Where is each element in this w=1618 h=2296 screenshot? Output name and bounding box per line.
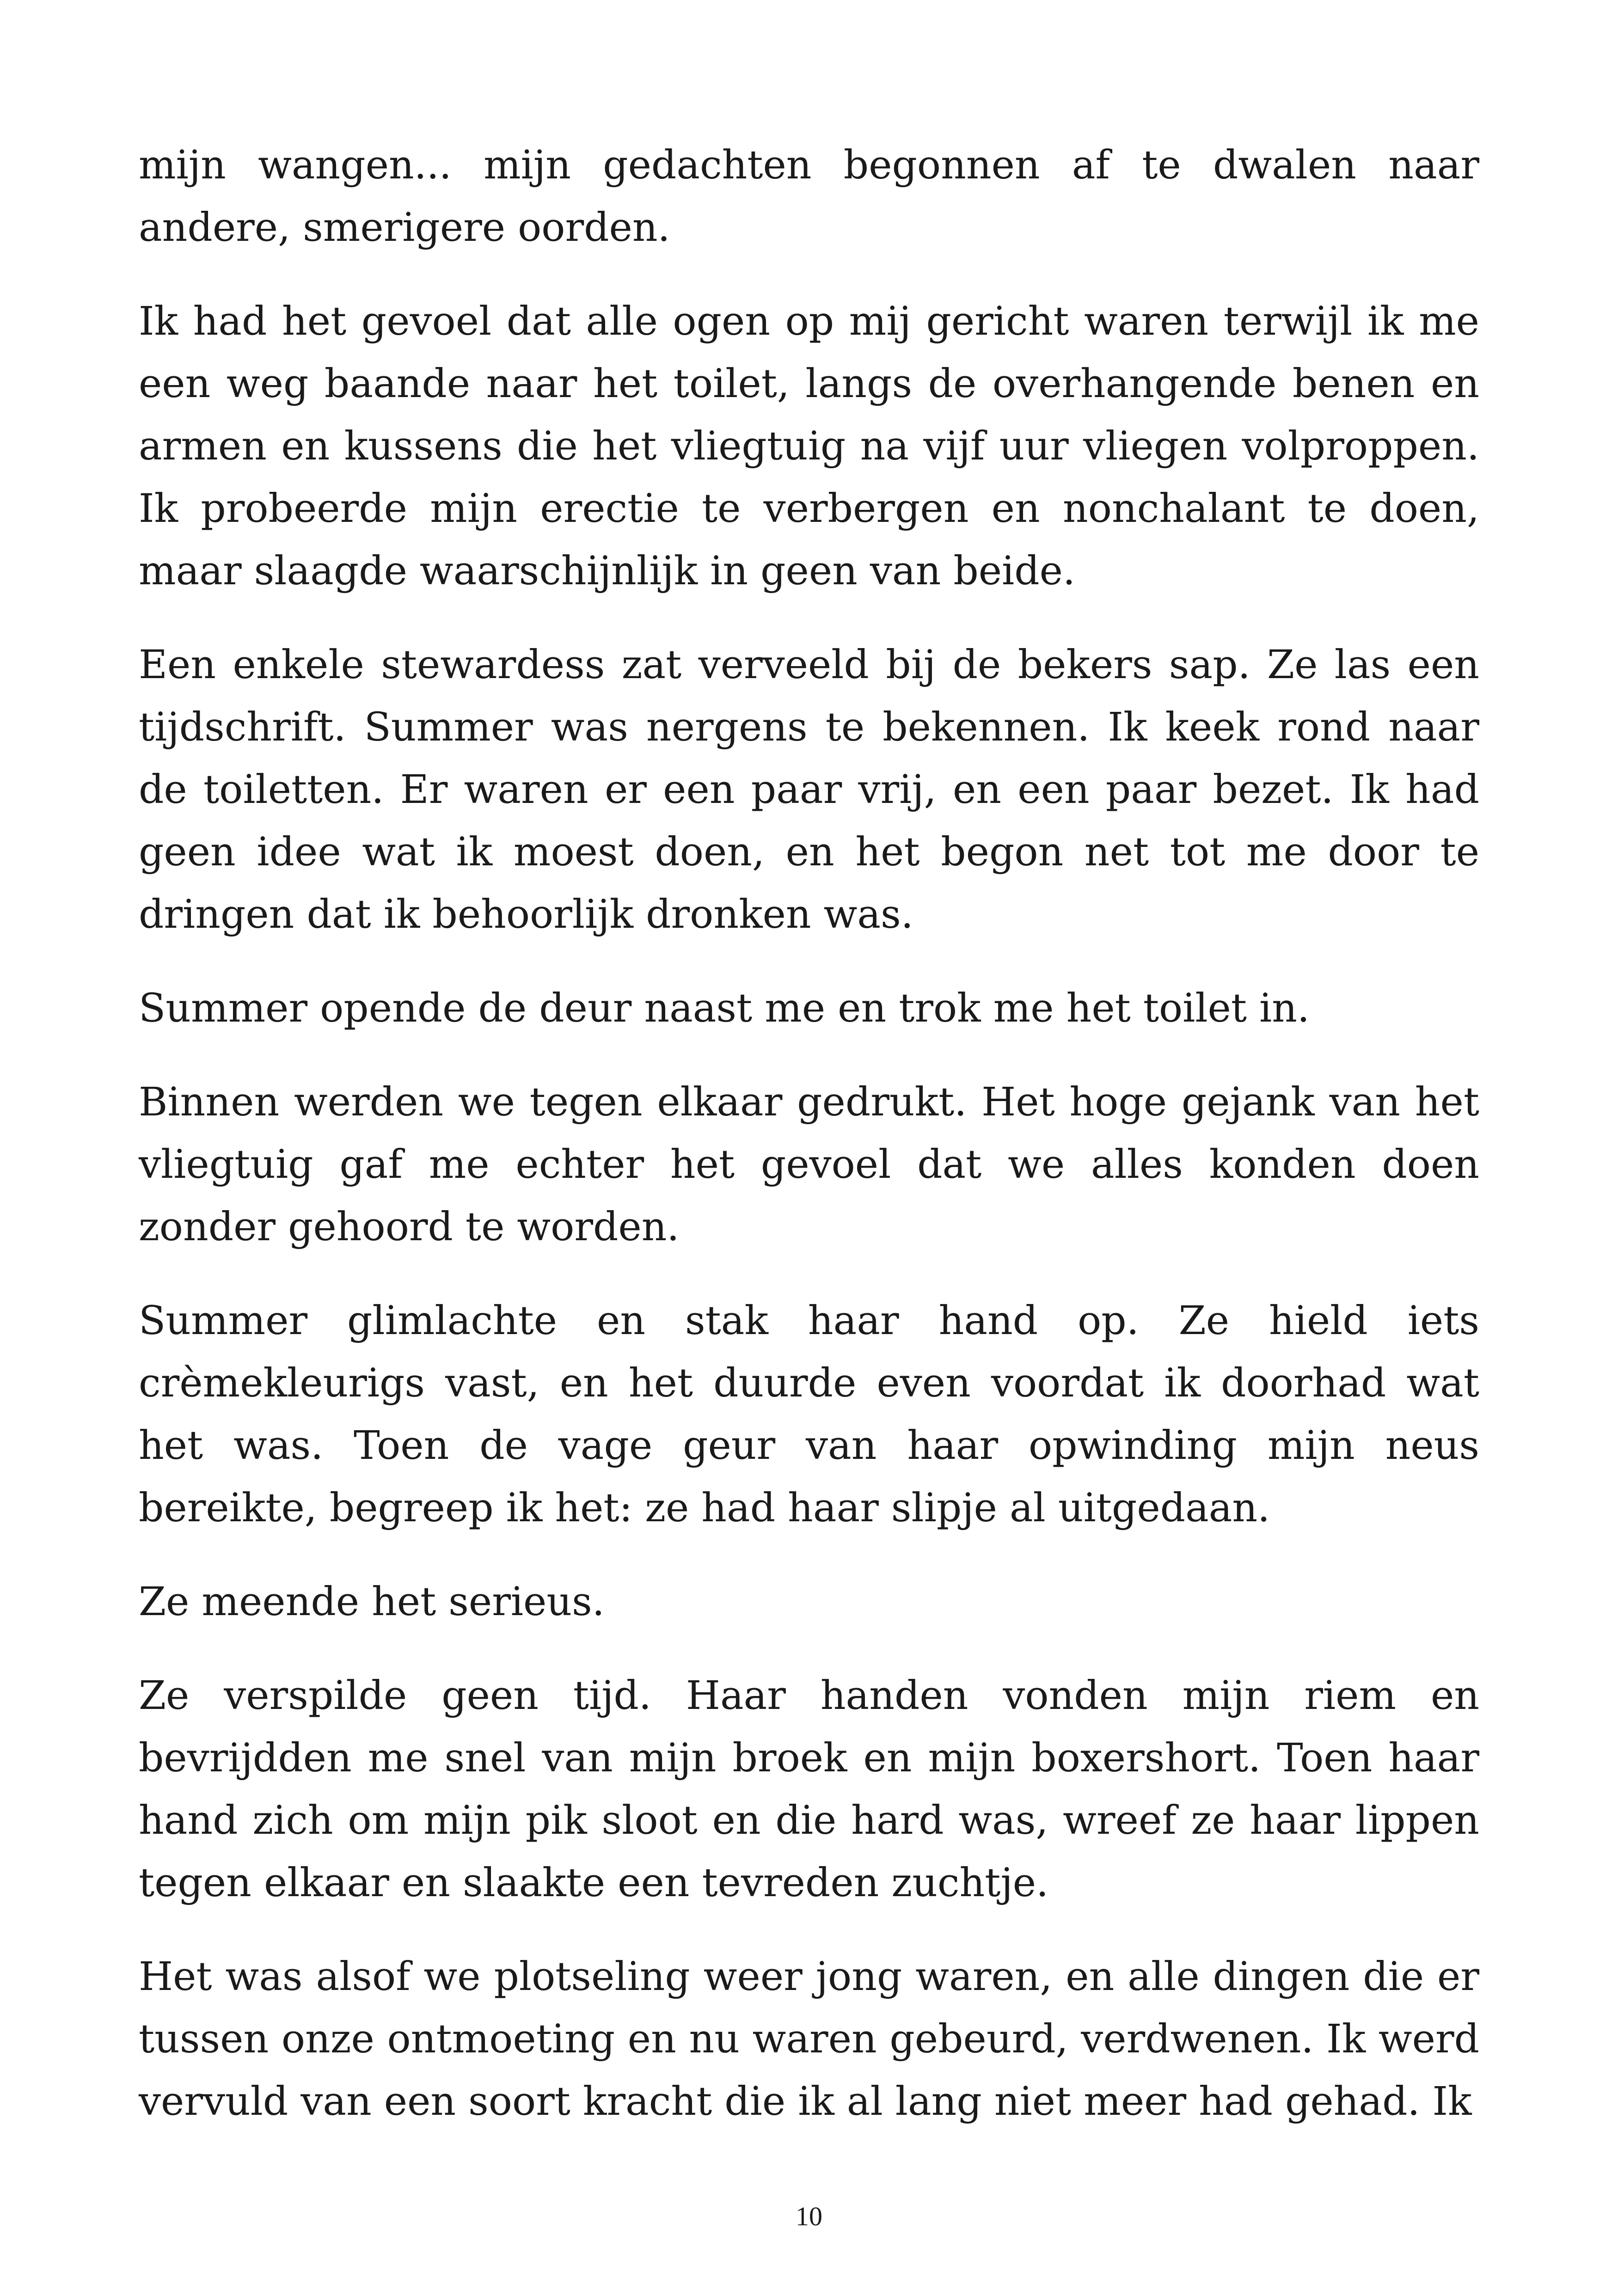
paragraph-6: Summer glimlachte en stak haar hand op. Ze hield iets crèmekleurigs vast, en het duurde even voordat ik doorhad wat het was. Toen de vage geur van haar opwinding mijn neus bereikte, begreep ik het: ze had haar slipje al uitgedaan.: [139, 1298, 1479, 1531]
page-body: [139, 134, 1479, 2164]
paragraph-2: Ik had het gevoel dat alle ogen op mij gericht waren terwijl ik me een weg baande naar het toilet, langs de overhangende benen en armen en kussens die het vliegtuig na vijf uur vliegen volproppen. Ik probeerde mijn erectie te verbergen en nonchalant te doen, maar slaagde waarschijnlijk in geen van beide.: [139, 299, 1479, 594]
paragraph-8: Ze verspilde geen tijd. Haar handen vonden mijn riem en bevrijdden me snel van mijn broek en mijn boxershort. Toen haar hand zich om mijn pik sloot en die hard was, wreef ze haar lippen tegen elkaar en slaakte een tevreden zuchtje.: [139, 1673, 1479, 1906]
paragraph-5: Binnen werden we tegen elkaar gedrukt. Het hoge gejank van het vliegtuig gaf me echter het gevoel dat we alles konden doen zonder gehoord te worden.: [139, 1079, 1479, 1250]
paragraph-4: Summer opende de deur naast me en trok me het toilet in.: [139, 986, 1310, 1031]
paragraph-1: mijn wangen... mijn gedachten begonnen af te dwalen naar andere, smerigere oorden.: [139, 142, 1479, 251]
paragraph-3: Een enkele stewardess zat verveeld bij de bekers sap. Ze las een tijdschrift. Summer was nergens te bekennen. Ik keek rond naar de toiletten. Er waren er een paar vrij, en een paar bezet. Ik had geen idee wat ik moest doen, en het begon net tot me door te dringen dat ik behoorlijk dronken was.: [139, 642, 1479, 937]
paragraph-7: Ze meende het serieus.: [139, 1579, 605, 1625]
page-number: 10: [796, 2201, 822, 2231]
paragraph-9: Het was alsof we plotseling weer jong waren, en alle dingen die er tussen onze ontmoeting en nu waren gebeurd, verdwenen. Ik werd vervuld van een soort kracht die ik al lang niet meer had gehad. Ik: [139, 1954, 1479, 2125]
